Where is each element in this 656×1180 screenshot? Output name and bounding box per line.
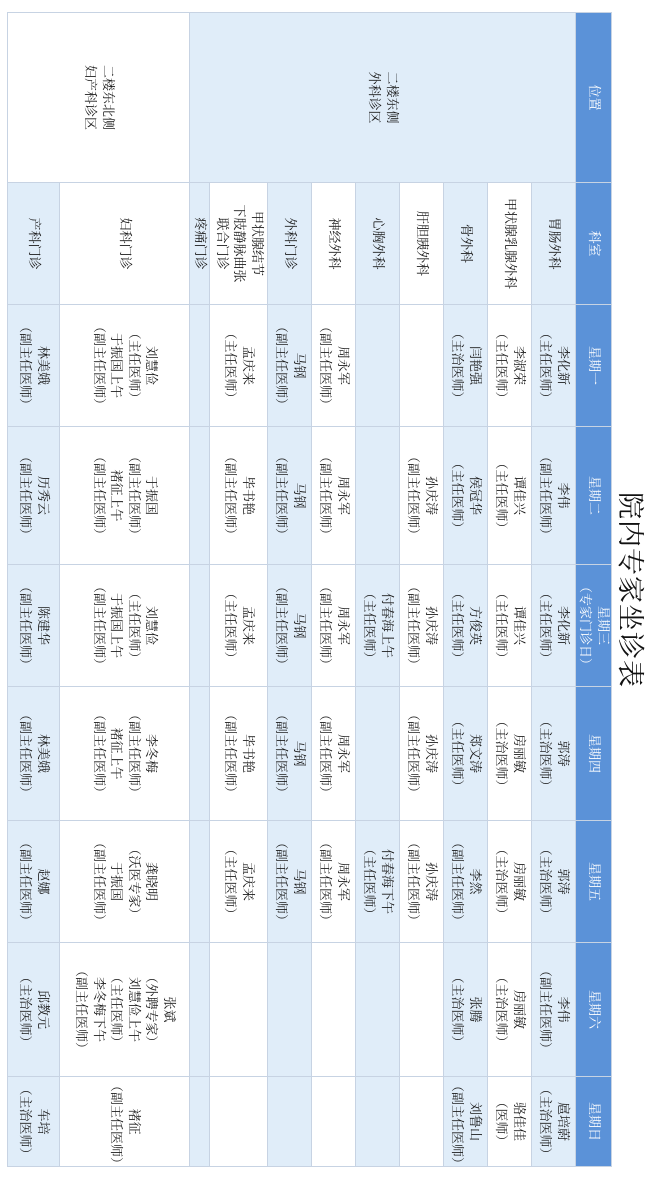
schedule-cell: 周永军 （副主任医师） xyxy=(311,687,355,821)
schedule-cell: 马钢 （副主任医师） xyxy=(267,305,311,427)
schedule-cell: 李淑荣 （主任医师） xyxy=(487,305,531,427)
schedule-cell xyxy=(311,943,355,1077)
schedule-cell: 扈培蔚 （主治医师） xyxy=(531,1077,575,1167)
schedule-table xyxy=(7,12,612,1171)
schedule-cell xyxy=(355,427,399,565)
dept-cell: 外科门诊 xyxy=(267,183,311,305)
schedule-cell: 车培 （主治医师） xyxy=(7,1077,59,1167)
schedule-cell: 马钢 （副主任医师） xyxy=(267,821,311,943)
schedule-cell: 毕书艳 （副主任医师） xyxy=(209,687,267,821)
schedule-cell: 谭佳兴 （主任医师） xyxy=(487,565,531,687)
table-row xyxy=(443,13,487,1167)
schedule-cell xyxy=(189,943,209,1077)
header-sunday: 星期日 xyxy=(575,1077,611,1167)
schedule-cell xyxy=(355,943,399,1077)
dept-cell: 神经外科 xyxy=(311,183,355,305)
schedule-cell: 孙庆涛 （副主任医师） xyxy=(399,565,443,687)
schedule-cell xyxy=(189,1077,209,1167)
schedule-cell: 李化新 （主任医师） xyxy=(531,565,575,687)
schedule-cell xyxy=(209,1077,267,1167)
schedule-cell xyxy=(355,687,399,821)
schedule-cell: 刘慧俭 （主任医师） 于振国上午 （副主任医师） xyxy=(59,305,189,427)
schedule-cell: 谭佳兴 （主任医师） xyxy=(487,427,531,565)
header-monday: 星期一 xyxy=(575,305,611,427)
schedule-cell: 马钢 （副主任医师） xyxy=(267,427,311,565)
schedule-cell xyxy=(399,1077,443,1167)
schedule-cell: 张斌 （外聘专家） 刘慧俭上午 （主任医师） 李冬梅下午 （副主任医师） xyxy=(59,943,189,1077)
location-surgery: 二楼东侧 外科诊区 xyxy=(189,13,575,183)
table-row xyxy=(267,13,311,1167)
schedule-cell: 陈建华 （副主任医师） xyxy=(7,565,59,687)
table-row xyxy=(209,13,267,1167)
schedule-cell: 房丽敏 （主治医师） xyxy=(487,687,531,821)
schedule-cell: 李伟 （副主任医师） xyxy=(531,943,575,1077)
schedule-cell: 周永军 （副主任医师） xyxy=(311,427,355,565)
header-tuesday: 星期二 xyxy=(575,427,611,565)
schedule-cell: 孟庆来 （主任医师） xyxy=(209,821,267,943)
header-friday: 星期五 xyxy=(575,821,611,943)
schedule-cell: 郭涛 （主治医师） xyxy=(531,687,575,821)
schedule-cell xyxy=(189,565,209,687)
schedule-cell: 房丽敏 （主治医师） xyxy=(487,821,531,943)
page-title: 院内专家坐诊表 xyxy=(614,492,646,688)
schedule-cell: 骆佳佳 （医师） xyxy=(487,1077,531,1167)
location-obgyn: 二楼东北侧 妇产科诊区 xyxy=(7,13,189,183)
dept-cell: 产科门诊 xyxy=(7,183,59,305)
schedule-cell: 刘鲁山 （副主任医师） xyxy=(443,1077,487,1167)
schedule-cell: 李伟 （副主任医师） xyxy=(531,427,575,565)
header-department: 科室 xyxy=(575,183,611,305)
dept-cell: 胃肠外科 xyxy=(531,183,575,305)
table-row xyxy=(189,13,209,1167)
dept-cell: 甲状腺乳腺外科 xyxy=(487,183,531,305)
schedule-cell xyxy=(267,943,311,1077)
header-row xyxy=(575,13,611,1167)
table-row xyxy=(59,13,189,1167)
schedule-cell xyxy=(311,1077,355,1167)
schedule-cell: 历秀云 （副主任医师） xyxy=(7,427,59,565)
schedule-cell: 侯冠华 （主任医师） xyxy=(443,427,487,565)
schedule-cell xyxy=(189,427,209,565)
schedule-cell xyxy=(209,943,267,1077)
schedule-cell: 赵娜 （副主任医师） xyxy=(7,821,59,943)
dept-cell: 甲状腺结节 下肢静脉曲张 联合门诊 xyxy=(209,183,267,305)
schedule-cell: 孟庆来 （主任医师） xyxy=(209,305,267,427)
schedule-cell: 马钢 （副主任医师） xyxy=(267,565,311,687)
schedule-cell: 邱教元 （主治医师） xyxy=(7,943,59,1077)
schedule-cell xyxy=(189,687,209,821)
schedule-cell: 方俊英 （主任医师） xyxy=(443,565,487,687)
schedule-cell: 林美娥 （副主任医师） xyxy=(7,687,59,821)
schedule-cell: 付春海上午 （主任医师） xyxy=(355,565,399,687)
schedule-cell: 郭涛 （主治医师） xyxy=(531,821,575,943)
dept-cell: 心胸外科 xyxy=(355,183,399,305)
schedule-cell: 马钢 （副主任医师） xyxy=(267,687,311,821)
schedule-cell xyxy=(355,305,399,427)
schedule-cell xyxy=(399,305,443,427)
table-row xyxy=(311,13,355,1167)
schedule-cell: 房丽敏 （主治医师） xyxy=(487,943,531,1077)
schedule-cell xyxy=(267,1077,311,1167)
schedule-cell: 付春海下午 （主任医师） xyxy=(355,821,399,943)
dept-cell: 妇科门诊 xyxy=(59,183,189,305)
table-row xyxy=(7,13,59,1167)
schedule-cell: 毕书艳 （副主任医师） xyxy=(209,427,267,565)
schedule-cell: 郑文涛 （主任医师） xyxy=(443,687,487,821)
schedule-cell xyxy=(189,305,209,427)
schedule-cell: 李化新 （主任医师） xyxy=(531,305,575,427)
schedule-cell: 李冬梅 （副主任医师） 褚征上午 （副主任医师） xyxy=(59,687,189,821)
schedule-cell: 孟庆来 （主任医师） xyxy=(209,565,267,687)
header-thursday: 星期四 xyxy=(575,687,611,821)
schedule-cell: 刘慧俭 （主任医师） 于振国上午 （副主任医师） xyxy=(59,565,189,687)
schedule-cell xyxy=(189,821,209,943)
header-location: 位置 xyxy=(575,13,611,183)
dept-cell: 骨外科 xyxy=(443,183,487,305)
schedule-cell: 闫艳强 （主治医师） xyxy=(443,305,487,427)
header-wednesday: 星期三 （专家门诊日） xyxy=(575,565,611,687)
dept-cell: 疼痛门诊 xyxy=(189,183,209,305)
table-row xyxy=(531,13,575,1167)
schedule-cell xyxy=(355,1077,399,1167)
schedule-cell: 于振国 （副主任医师） 褚征上午 （副主任医师） xyxy=(59,427,189,565)
table-row xyxy=(487,13,531,1167)
schedule-cell: 张腾 （主治医师） xyxy=(443,943,487,1077)
schedule-cell: 周永军 （副主任医师） xyxy=(311,565,355,687)
schedule-cell: 褚征 （副主任医师） xyxy=(59,1077,189,1167)
header-saturday: 星期六 xyxy=(575,943,611,1077)
schedule-cell: 龚晓明 （沃医专家） 于振国 （副主任医师） xyxy=(59,821,189,943)
schedule-cell: 孙庆涛 （副主任医师） xyxy=(399,687,443,821)
schedule-cell xyxy=(399,943,443,1077)
schedule-cell: 孙庆涛 （副主任医师） xyxy=(399,427,443,565)
schedule-cell: 周永军 （副主任医师） xyxy=(311,305,355,427)
table-row xyxy=(355,13,399,1167)
schedule-cell: 林美娥 （副主任医师） xyxy=(7,305,59,427)
dept-cell: 肝胆胰外科 xyxy=(399,183,443,305)
table-row xyxy=(399,13,443,1167)
schedule-cell: 李然 （副主任医师） xyxy=(443,821,487,943)
schedule-cell: 周永军 （副主任医师） xyxy=(311,821,355,943)
schedule-cell: 孙庆涛 （副主任医师） xyxy=(399,821,443,943)
